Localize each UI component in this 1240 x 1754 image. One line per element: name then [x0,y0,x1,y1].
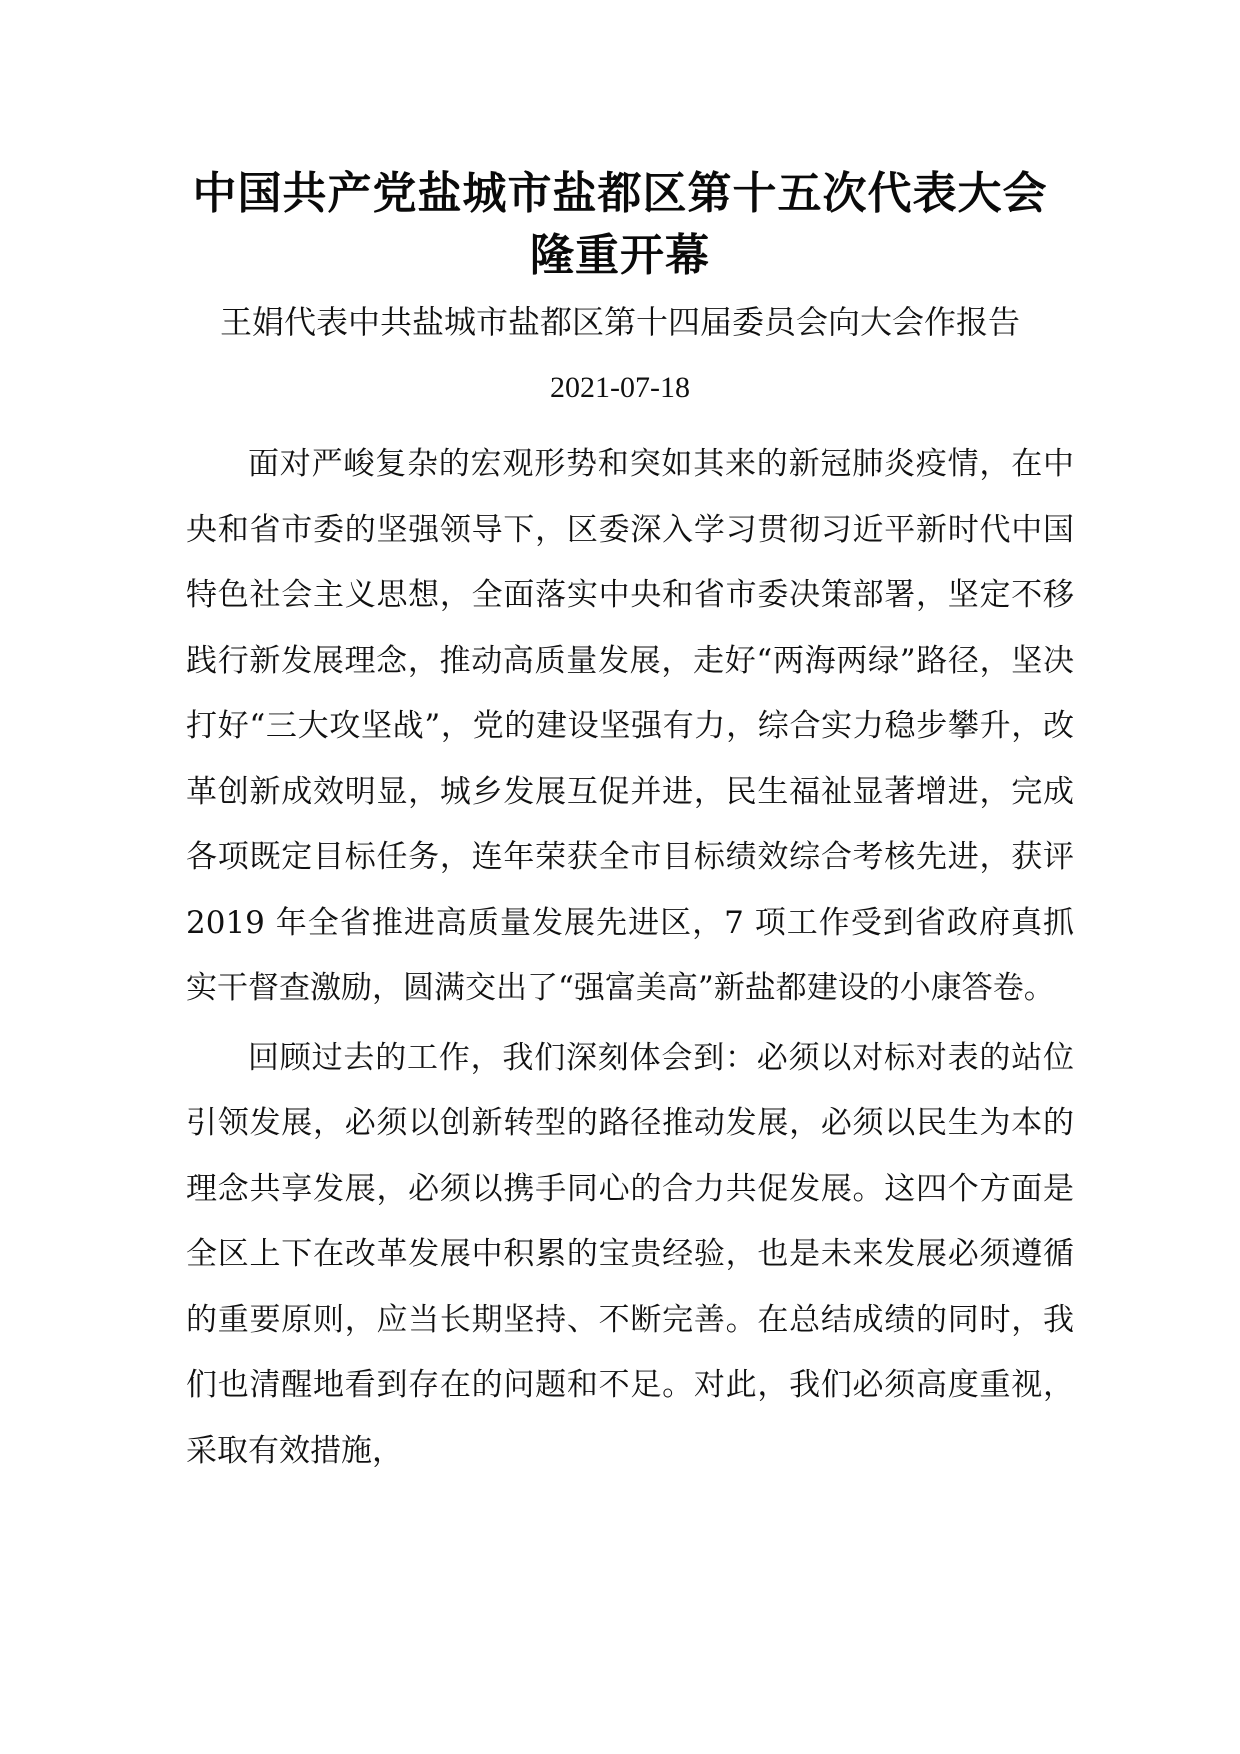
body-paragraph: 面对严峻复杂的宏观形势和突如其来的新冠肺炎疫情，在中央和省市委的坚强领导下，区委深入学习贯彻习近平新时代中国特色社会主义思想，全面落实中央和省市委决策部署，坚定不移践行新发展理念，推动高质量发展，走好“两海两绿”路径，坚决打好“三大攻坚战”，党的建设坚强有力，综合实力稳步攀升，改革创新成效明显，城乡发展互促并进，民生福祉显著增进，完成各项既定目标任务，连年荣获全市目标绩效综合考核先进，获评 2019 年全省推进高质量发展先进区，7 项工作受到省政府真抓实干督查激励，圆满交出了“强富美高”新盐都建设的小康答卷。 [186,446,1074,1006]
article-body [186,432,1074,1488]
body-paragraph: 回顾过去的工作，我们深刻体会到：必须以对标对表的站位引领发展，必须以创新转型的路径推动发展，必须以民生为本的理念共享发展，必须以携手同心的合力共促发展。这四个方面是全区上下在改革发展中积累的宝贵经验，也是未来发展必须遵循的重要原则，应当长期坚持、不断完善。在总结成绩的同时，我们也清醒地看到存在的问题和不足。对此，我们必须高度重视，采取有效措施， [186,1039,1074,1469]
article-subtitle: 王娟代表中共盐城市盐都区第十四届委员会向大会作报告 [219,303,1020,341]
article-title: 中国共产党盐城市盐都区第十五次代表大会隆重开幕 [192,168,1048,281]
article-date: 2021-07-18 [550,371,690,404]
